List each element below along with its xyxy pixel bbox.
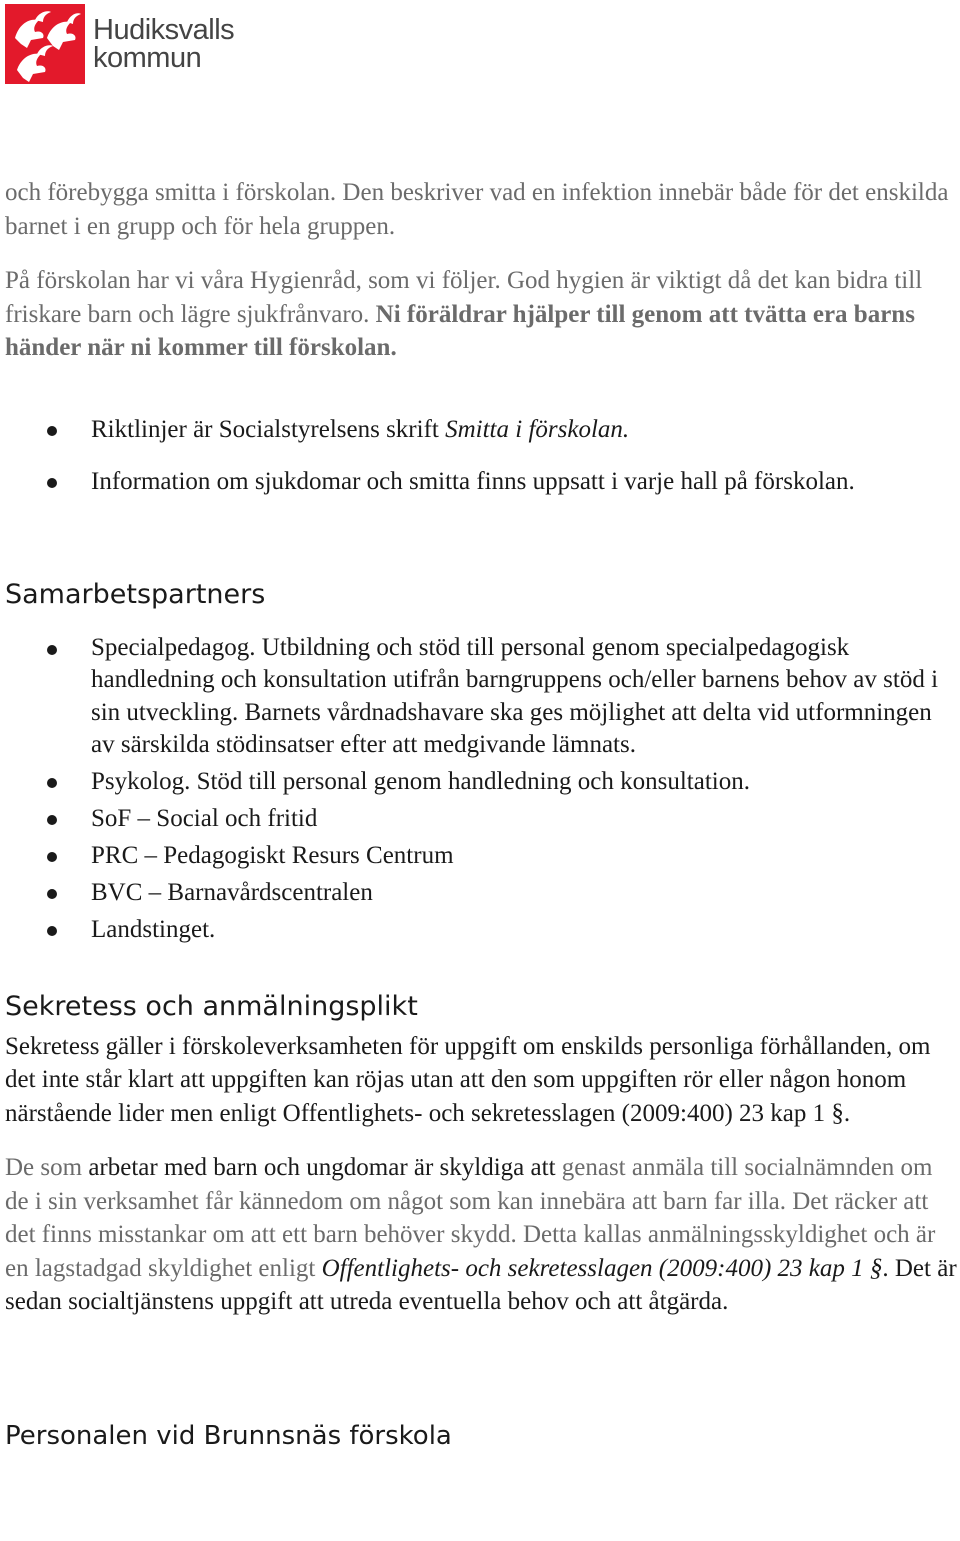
guidelines-list	[5, 413, 957, 498]
document-body	[5, 176, 957, 1453]
intro-paragraph-2	[5, 264, 935, 365]
bullet-icon	[47, 478, 57, 488]
list-item	[5, 802, 957, 835]
partners-list	[5, 632, 957, 946]
logo-line-2: kommun	[93, 42, 202, 74]
secrecy-paragraph-1: Sekretess gäller i förskoleverksamheten för uppgift om enskilds personliga förhållanden, om det inte står klart att uppgiften kan röjas utan att den som uppgiften rör eller någon honom närstående lider men enligt Offentlighets- och sekretesslagen (2009:400) 23 kap 1 §.	[5, 1032, 931, 1127]
partner-text: Psykolog. Stöd till personal genom handledning och konsultation.	[91, 767, 750, 795]
partner-text: Landstinget.	[91, 915, 216, 943]
bullet-icon	[47, 815, 57, 825]
secrecy-heading: Sekretess och anmälningsplikt	[5, 990, 418, 1022]
bullet-icon	[47, 645, 57, 655]
secrecy-paragraph-2	[5, 1151, 957, 1319]
list-item	[5, 765, 957, 798]
parents-handwash-text: Ni föräldrar hjälper till genom att tvätta era barns händer när ni kommer till förskolan.	[5, 300, 915, 361]
goat-emblem-graphic	[5, 4, 85, 84]
guideline-1-text: Riktlinjer är Socialstyrelsens skrift	[91, 415, 446, 443]
reporting-text-a: De som	[5, 1154, 89, 1181]
partner-text: PRC – Pedagogiskt Resurs Centrum	[91, 841, 454, 869]
partner-text: BVC – Barnavårdscentralen	[91, 878, 373, 906]
partner-text: SoF – Social och fritid	[91, 804, 318, 832]
goat-emblem-icon	[5, 4, 85, 84]
list-item	[5, 413, 957, 446]
partners-heading: Samarbetspartners	[5, 578, 266, 610]
staff-heading: Personalen vid Brunnsnäs förskola	[5, 1420, 452, 1451]
bullet-icon	[47, 889, 57, 899]
municipality-logo	[5, 4, 234, 84]
publication-title: Smitta i förskolan.	[445, 415, 630, 443]
logo-line-1: Hudiksvalls	[93, 14, 235, 46]
bullet-icon	[47, 426, 57, 436]
list-item	[5, 839, 957, 872]
law-reference: Offentlighets- och sekretesslagen (2009:400) 23 kap 1 §	[321, 1254, 883, 1282]
reporting-text-end: . Det är sedan socialtjänstens uppgift att utreda eventuella behov och att åtgärda.	[5, 1254, 957, 1315]
list-item	[5, 465, 957, 498]
intro-paragraph-1: och förebygga smitta i förskolan. Den beskriver vad en infektion innebär både för det enskilda barnet i en grupp och för hela gruppen.	[5, 179, 949, 240]
guideline-2-text: Information om sjukdomar och smitta finns uppsatt i varje hall på förskolan.	[91, 467, 855, 495]
bullet-icon	[47, 926, 57, 936]
list-item	[5, 632, 957, 762]
hygiene-text: På förskolan har vi våra Hygienråd, som vi följer. God hygien är viktigt då det kan bidra till friskare barn och lägre sjukfrånvaro.	[5, 267, 923, 328]
list-item	[5, 913, 957, 946]
bullet-icon	[47, 778, 57, 788]
bullet-icon	[47, 852, 57, 862]
logo-wordmark	[93, 16, 234, 72]
list-item	[5, 876, 957, 909]
reporting-text-c: genast anmäla till socialnämnden om de i sin verksamhet får kännedom om något som kan innebära att barn far illa. Det räcker att det finns misstankar om att ett barn behöver skydd. Detta kallas anmälningsskyldighet och är en lagstadgad skyldighet enligt	[5, 1154, 936, 1282]
partner-text: Specialpedagog. Utbildning och stöd till personal genom specialpedagogisk handledning och konsultation utifrån barngruppens och/eller barnens behov av stöd i sin utveckling. Barnets vårdnadshavare ska ges möjlighet att delta vid utformningen av särskilda stödinsatser efter att medgivande lämnats.	[91, 633, 939, 758]
reporting-text-b: arbetar med barn och ungdomar är skyldiga att	[88, 1154, 556, 1181]
